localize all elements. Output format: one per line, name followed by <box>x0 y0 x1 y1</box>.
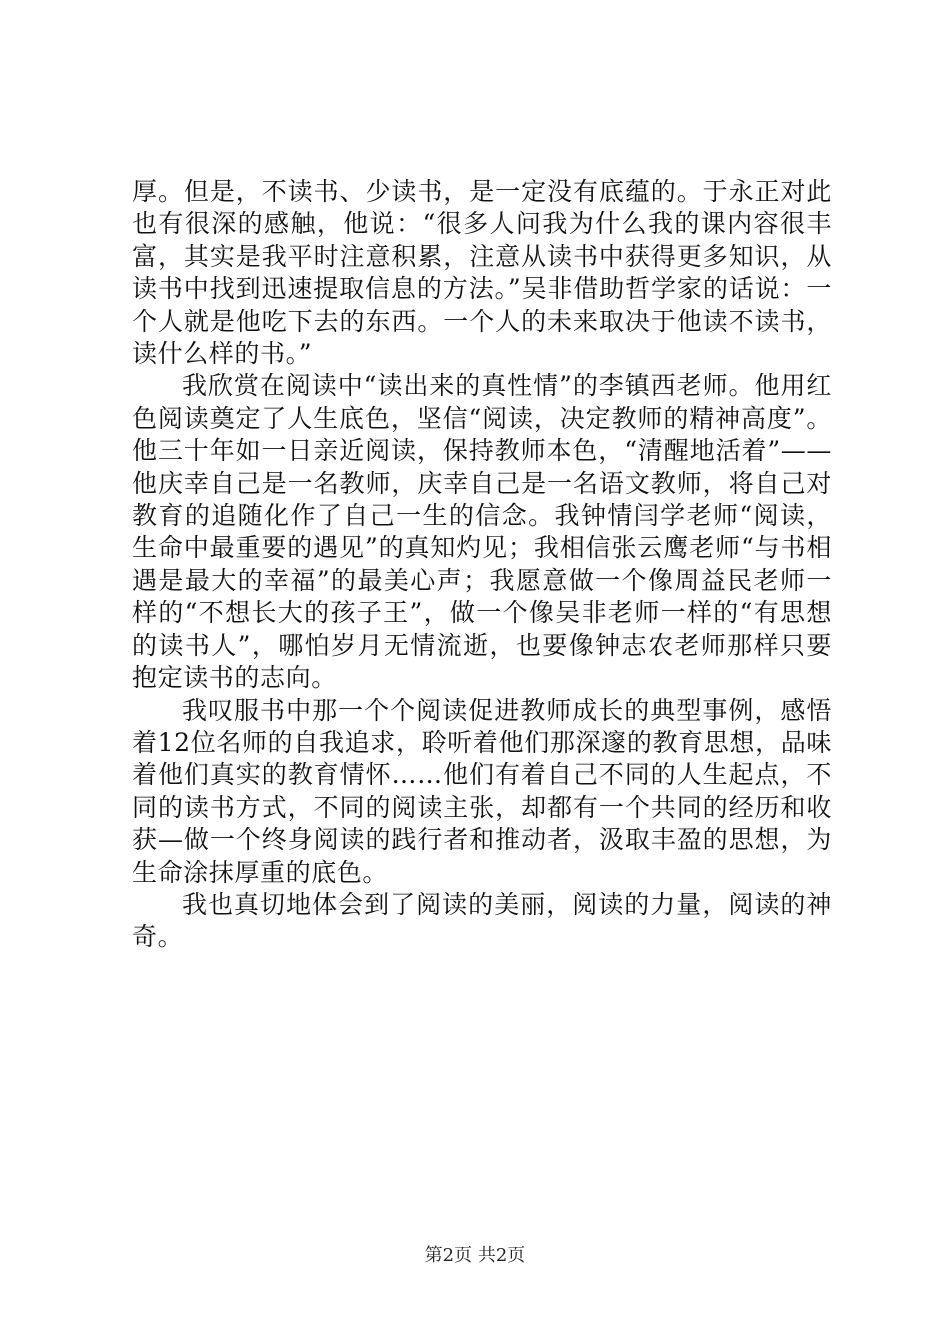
document-body <box>132 176 832 954</box>
paragraph-continuation: 厚。但是，不读书、少读书，是一定没有底蕴的。于永正对此也有很深的感触，他说：“很多人问我为什么我的课内容很丰富，其实是我平时注意积累，注意从读书中获得更多知识，从读书中找到迅速提取信息的方法。”吴非借助哲学家的话说：一个人就是他吃下去的东西。一个人的未来取决于他读不读书，读什么样的书。” <box>132 177 832 369</box>
paragraph-admiration: 我叹服书中那一个个阅读促进教师成长的典型事例，感悟着12位名师的自我追求，聆听着他们那深邃的教育思想，品味着他们真实的教育情怀……他们有着自己不同的人生起点，不同的读书方式，不同的阅读主张，却都有一个共同的经历和收获—做一个终身阅读的践行者和推动者，汲取丰盈的思想，为生命涂抹厚重的底色。 <box>132 695 832 887</box>
paragraph-conclusion: 我也真切地体会到了阅读的美丽，阅读的力量，阅读的神奇。 <box>132 889 832 952</box>
page-footer: 第2页 共2页 <box>424 1245 526 1266</box>
paragraph-li-zhenxi: 我欣赏在阅读中“读出来的真性情”的李镇西老师。他用红色阅读奠定了人生底色，坚信“阅读，决定教师的精神高度”。他三十年如一日亲近阅读，保持教师本色，“清醒地活着”——他庆幸自己是一名教师，庆幸自己是一名语文教师，将自己对教育的追随化作了自己一生的信念。我钟情闫学老师“阅读，生命中最重要的遇见”的真知灼见；我相信张云鹰老师“与书相遇是最大的幸福”的最美心声；我愿意做一个像周益民老师一样的“不想长大的孩子王”，做一个像吴非老师一样的“有思想的读书人”，哪怕岁月无情流逝，也要像钟志农老师那样只要抱定读书的志向。 <box>132 371 832 693</box>
